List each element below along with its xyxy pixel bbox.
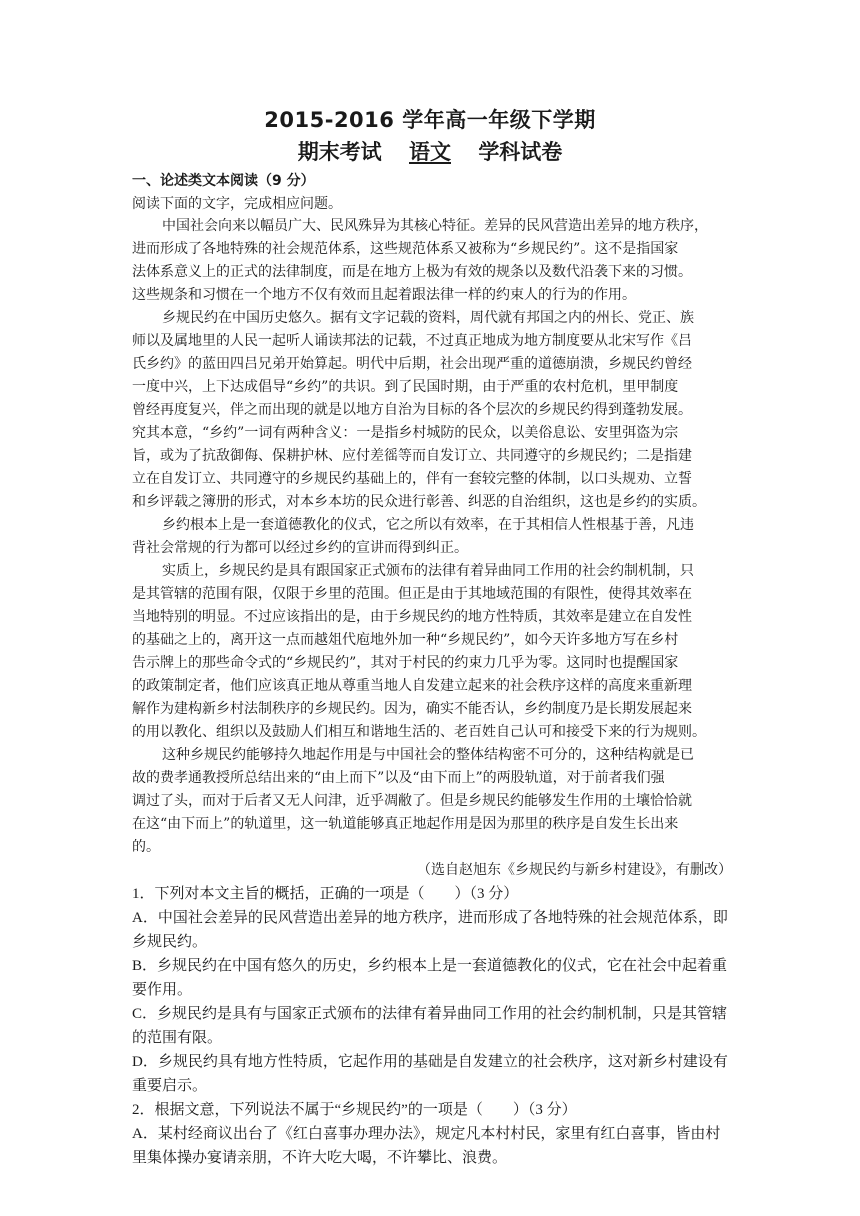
question-2-option-a: A．某村经商议出台了《红白喜事办理办法》，规定凡本村村民，家里有红白喜事，皆由村 xyxy=(132,1126,721,1142)
passage-line: 立在自发订立、共同遵守的乡规民约基础上的，伴有一套较完整的体制，以口头规劝、立誓 xyxy=(132,471,692,487)
passage-line: 这种乡规民约能够持久地起作用是与中国社会的整体结构密不可分的，这种结构就是已 xyxy=(162,747,694,763)
passage-line: 在这“由下而上”的轨道里，这一轨道能够真正地起作用是因为那里的秩序是自发生长出来 xyxy=(132,816,679,832)
section-instruction: 阅读下面的文字，完成相应问题。 xyxy=(132,196,342,212)
question-1-option-d-cont: 重要启示。 xyxy=(132,1078,208,1094)
passage-line: 告示牌上的那些命令式的“乡规民约”，其对于村民的约束力几乎为零。这同时也提醒国家 xyxy=(132,655,679,671)
passage-line: 究其本意，“乡约”一词有两种含义：一是指乡村城防的民众，以美俗息讼、安里弭盗为宗 xyxy=(132,425,679,441)
passage-line: 和乡评载之簿册的形式，对本乡本坊的民众进行彰善、纠恶的自治组织，这也是乡约的实质。 xyxy=(132,494,706,510)
question-1-option-a: A．中国社会差异的民风营造出差异的地方秩序，进而形成了各地特殊的社会规范体系，即 xyxy=(132,910,728,926)
passage-line: 的。 xyxy=(132,839,160,855)
exam-title-year: 2015-2016 学年高一年级下学期 xyxy=(264,108,596,132)
exam-type: 期末考试 xyxy=(297,140,382,164)
passage-line: 的用以教化、组织以及鼓励人们相互和谐地生活的、老百姓自己认可和接受下来的行为规则。 xyxy=(132,724,706,740)
passage-line: 是其管辖的范围有限，仅限于乡里的范围。但正是由于其地域范围的有限性，使得其效率在 xyxy=(132,586,692,602)
passage-line: 师以及属地里的人民一起听人诵读邦法的记载，不过真正地成为地方制度要从北宋写作《吕 xyxy=(132,333,692,349)
exam-title xyxy=(0,136,860,166)
passage-line: 的政策制定者，他们应该真正地从尊重当地人自发建立起来的社会秩序这样的高度来重新理 xyxy=(132,678,692,694)
question-2: 2．根据文意，下列说法不属于“乡规民约”的一项是（ ）（3 分） xyxy=(132,1102,577,1118)
passage-line: 法体系意义上的正式的法律制度，而是在地方上极为有效的规条以及数代沿袭下来的习惯。 xyxy=(132,264,692,280)
question-1-option-c: C．乡规民约是具有与国家正式颁布的法律有着异曲同工作用的社会约制机制，只是其管辖 xyxy=(132,1006,728,1022)
exam-subject: 语文 xyxy=(409,140,451,164)
passage-line: 乡规民约在中国历史悠久。据有文字记载的资料，周代就有邦国之内的州长、党正、族 xyxy=(162,310,694,326)
passage-line: 当地特别的明显。不过应该指出的是，由于乡规民约的地方性特质，其效率是建立在自发性 xyxy=(132,609,692,625)
passage-line: 故的费孝通教授所总结出来的“由上而下”以及“由下而上”的两股轨道，对于前者我们强 xyxy=(132,770,665,786)
exam-paper: 学科试卷 xyxy=(478,140,563,164)
question-1-option-c-cont: 的范围有限。 xyxy=(132,1030,223,1046)
question-1-option-d: D．乡规民约具有地方性特质，它起作用的基础是自发建立的社会秩序，这对新乡村建设有 xyxy=(132,1054,728,1070)
passage-line: 中国社会向来以幅员广大、民风殊异为其核心特征。差异的民风营造出差异的地方秩序， xyxy=(162,218,708,234)
passage-line: 实质上，乡规民约是具有跟国家正式颁布的法律有着异曲同工作用的社会约制机制，只 xyxy=(162,563,694,579)
passage-line: 进而形成了各地特殊的社会规范体系，这些规范体系又被称为“乡规民约”。这不是指国家 xyxy=(132,241,679,257)
section-heading: 一、论述类文本阅读（9 分） xyxy=(132,173,315,189)
question-1-option-a-cont: 乡规民约。 xyxy=(132,934,208,950)
question-1-option-b-cont: 要作用。 xyxy=(132,982,193,998)
passage-line: 背社会常规的行为都可以经过乡约的宣讲而得到纠正。 xyxy=(132,540,468,556)
passage-line: 一度中兴，上下达成倡导“乡约”的共识。到了民国时期，由于严重的农村危机，里甲制度 xyxy=(132,379,679,395)
passage-line: 氏乡约》的蓝田四吕兄弟开始算起。明代中后期，社会出现严重的道德崩溃，乡规民约曾经 xyxy=(132,356,692,372)
passage-line: 旨，或为了抗敌御侮、保耕护林、应付差徭等而自发订立、共同遵守的乡规民约；二是指建 xyxy=(132,448,692,464)
passage-line: 调过了头，而对于后者又无人问津，近乎凋敝了。但是乡规民约能够发生作用的土壤恰恰就 xyxy=(132,793,692,809)
passage-line: 乡约根本上是一套道德教化的仪式，它之所以有效率，在于其相信人性根基于善，凡违 xyxy=(162,517,694,533)
passage-line: 这些规条和习惯在一个地方不仅有效而且起着跟法律一样的约束人的行为的作用。 xyxy=(132,287,636,303)
passage-line: 曾经再度复兴，伴之而出现的就是以地方自治为目标的各个层次的乡规民约得到蓬勃发展。 xyxy=(132,402,692,418)
passage-line: 的基础之上的，离开这一点而越俎代庖地外加一种“乡规民约”，如今天许多地方写在乡村 xyxy=(132,632,679,648)
question-2-option-a-cont: 里集体操办宴请亲朋，不许大吃大喝，不许攀比、浪费。 xyxy=(132,1150,508,1166)
question-1: 1．下列对本文主旨的概括，正确的一项是（ ）（3 分） xyxy=(132,886,519,902)
passage-source: （选自赵旭东《乡规民约与新乡村建设》，有删改） xyxy=(417,862,732,878)
question-1-option-b: B．乡规民约在中国有悠久的历史，乡约根本上是一套道德教化的仪式，它在社会中起着重 xyxy=(132,958,728,974)
passage-line: 解作为建构新乡村法制秩序的乡规民约。因为，确实不能否认，乡约制度乃是长期发展起来 xyxy=(132,701,692,717)
